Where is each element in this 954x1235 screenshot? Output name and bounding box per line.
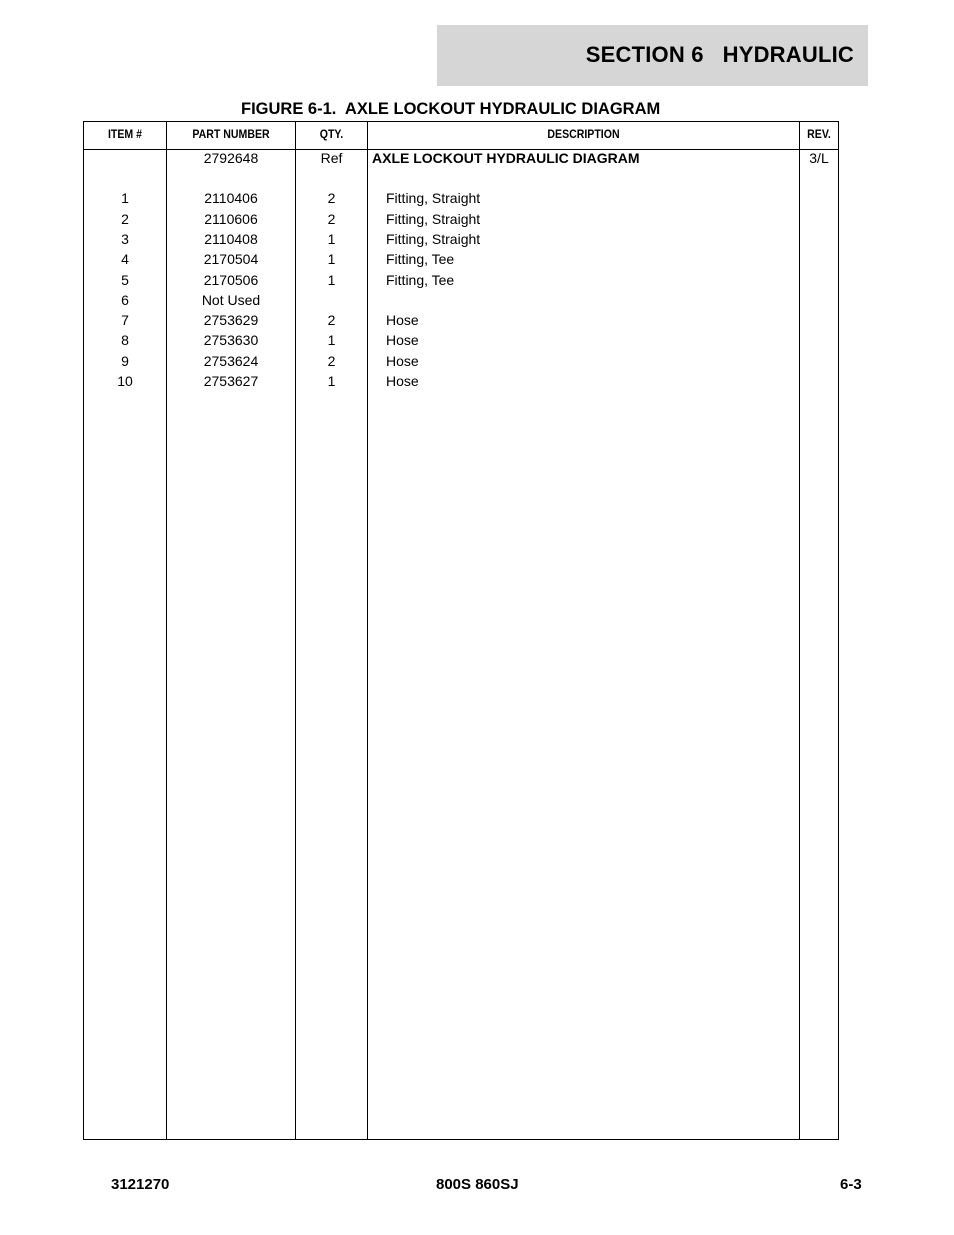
part-number: 2753630 (203, 332, 259, 348)
table-row (84, 330, 838, 350)
description: Fitting, Straight (386, 231, 481, 247)
table-row (84, 310, 838, 330)
item-number: 7 (121, 312, 129, 328)
table-row (84, 188, 838, 208)
footer-doc-number: 3121270 (111, 1176, 170, 1193)
column-header-qty: QTY. (319, 127, 344, 141)
description: Hose (386, 332, 419, 348)
table-row (84, 209, 838, 229)
table-row (84, 249, 838, 269)
item-number: 4 (121, 251, 129, 267)
description: AXLE LOCKOUT HYDRAULIC DIAGRAM (372, 150, 640, 166)
description: Fitting, Tee (386, 251, 455, 267)
item-number: 5 (121, 272, 129, 288)
quantity: 1 (327, 332, 336, 348)
revision: 3/L (809, 150, 829, 166)
parts-table (83, 121, 839, 1140)
item-number: 6 (121, 292, 129, 308)
table-row (84, 371, 838, 391)
table-row (84, 229, 838, 249)
quantity: 2 (327, 353, 336, 369)
quantity: 1 (327, 272, 336, 288)
item-number: 8 (121, 332, 129, 348)
column-header-description: DESCRIPTION (547, 127, 620, 141)
table-row (84, 270, 838, 290)
quantity: Ref (320, 150, 343, 166)
part-number: 2170504 (203, 251, 259, 267)
section-banner (437, 25, 868, 86)
table-row (84, 351, 838, 371)
column-header-item: ITEM # (107, 127, 143, 141)
item-number: 2 (121, 211, 129, 227)
part-number: 2170506 (203, 272, 259, 288)
item-number: 3 (121, 231, 129, 247)
item-number: 1 (121, 190, 129, 206)
column-header-part-number: PART NUMBER (192, 127, 270, 141)
quantity: 2 (327, 211, 336, 227)
item-number: 9 (121, 353, 129, 369)
quantity: 2 (327, 312, 336, 328)
column-header-rev: REV. (807, 127, 831, 141)
quantity: 2 (327, 190, 336, 206)
part-number: 2753627 (203, 373, 259, 389)
quantity: 1 (327, 231, 336, 247)
description: Fitting, Tee (386, 272, 455, 288)
quantity: 1 (327, 251, 336, 267)
footer-page-number: 6-3 (840, 1176, 862, 1193)
description: Hose (386, 353, 419, 369)
description: Fitting, Straight (386, 190, 481, 206)
section-title: SECTION 6 HYDRAULIC (585, 42, 854, 67)
part-number: 2110406 (204, 190, 258, 206)
table-row (84, 148, 838, 168)
part-number: Not Used (201, 292, 261, 308)
description: Hose (386, 312, 419, 328)
footer-model: 800S 860SJ (436, 1176, 519, 1193)
description: Hose (386, 373, 419, 389)
part-number: 2753629 (203, 312, 259, 328)
table-row (84, 290, 838, 310)
figure-title: FIGURE 6-1. AXLE LOCKOUT HYDRAULIC DIAGRAM (241, 100, 661, 118)
part-number: 2110408 (204, 231, 258, 247)
part-number: 2753624 (203, 353, 259, 369)
quantity: 1 (327, 373, 336, 389)
part-number: 2792648 (203, 150, 259, 166)
part-number: 2110606 (204, 211, 258, 227)
item-number: 10 (117, 373, 133, 389)
description: Fitting, Straight (386, 211, 481, 227)
